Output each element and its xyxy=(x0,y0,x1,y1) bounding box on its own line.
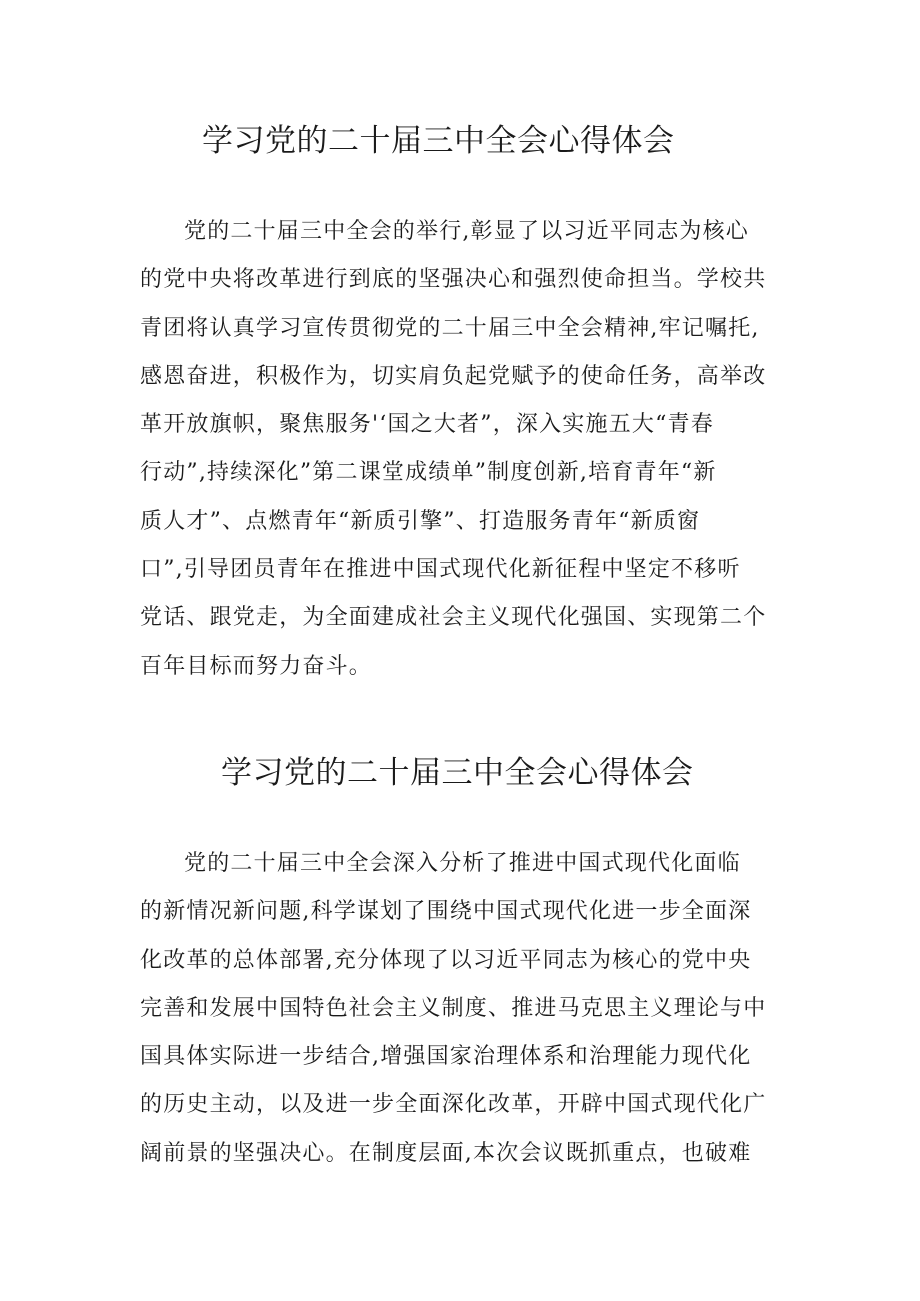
paragraph-line: 质人才”、点燃青年“新质引擎”、打造服务青年“新质窗 xyxy=(140,508,701,534)
section-2-paragraph xyxy=(140,840,800,1178)
paragraph-line: 党的二十届三中全会的举行,彰显了以习近平同志为核心 xyxy=(184,219,749,244)
paragraph-line: 感恩奋进，积极作为，切实肩负起党赋予的使命任务，高举改 xyxy=(140,363,767,389)
paragraph-line: 百年目标而努力奋斗。 xyxy=(140,653,373,679)
paragraph-line: 党话、跟党走，为全面建成社会主义现代化强国、实现第二个 xyxy=(140,605,767,631)
paragraph-line: 的新情况新问题,科学谋划了围绕中国式现代化进一步全面深 xyxy=(140,899,752,925)
paragraph-line: 青团将认真学习宣传贯彻党的二十届三中全会精神,牢记嘱托, xyxy=(140,315,760,341)
paragraph-line: 党的二十届三中全会深入分析了推进中国式现代化面临 xyxy=(184,851,741,876)
paragraph-line: 的党中央将改革进行到底的坚强决心和强烈使命担当。学校共 xyxy=(140,267,767,293)
section-1-paragraph xyxy=(140,208,800,691)
paragraph-line: 阔前景的坚强决心。在制度层面,本次会议既抓重点，也破难 xyxy=(140,1140,752,1166)
paragraph-line: 完善和发展中国特色社会主义制度、推进马克思主义理论与中 xyxy=(140,995,767,1021)
paragraph-line: 革开放旗帜，聚焦服务'‘国之大者”，深入实施五大“青春 xyxy=(140,412,714,438)
section-1-title: 学习党的二十届三中全会心得体会 xyxy=(202,123,675,159)
paragraph-line: 行动”,持续深化”第二课堂成绩单”制度创新,培育青年“新 xyxy=(140,460,717,486)
paragraph-line: 化改革的总体部署,充分体现了以习近平同志为核心的党中央 xyxy=(140,947,752,973)
paragraph-line: 国具体实际进一步结合,增强国家治理体系和治理能力现代化 xyxy=(140,1044,752,1070)
section-2-title: 学习党的二十届三中全会心得体会 xyxy=(221,755,694,791)
paragraph-line: 的历史主动，以及进一步全面深化改革，开辟中国式现代化广 xyxy=(140,1092,767,1118)
paragraph-line: 口”,引导团员青年在推进中国式现代化新征程中坚定不移听 xyxy=(140,557,741,583)
